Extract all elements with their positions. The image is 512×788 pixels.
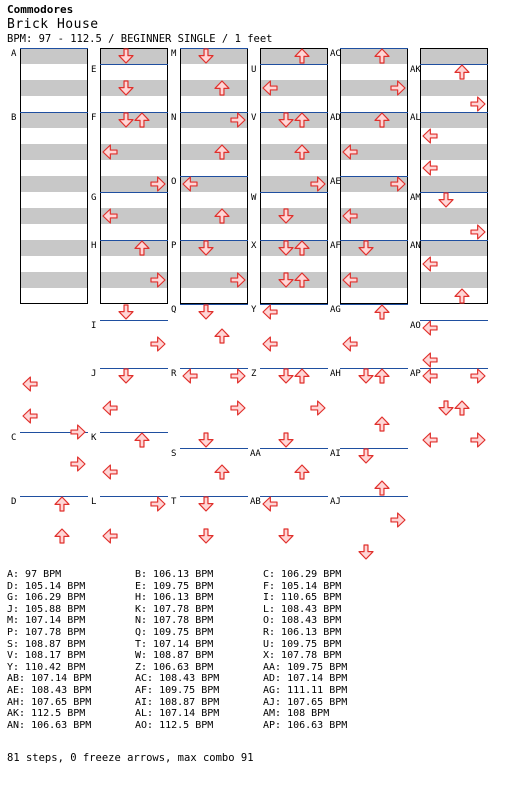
bpm-entry: AL: 107.14 BPM (135, 708, 220, 720)
segment-label: J (91, 369, 97, 379)
bpm-row (7, 615, 391, 627)
segment-label: B (11, 113, 17, 123)
beat-stripe (180, 208, 248, 224)
down-arrow-icon (359, 545, 373, 559)
segment-label: T (171, 497, 177, 507)
beat-stripe (260, 144, 328, 160)
segment-label: AN (410, 241, 421, 251)
bpm-entry: L: 108.43 BPM (263, 603, 342, 615)
down-arrow-icon (359, 369, 373, 383)
right-arrow-icon (391, 513, 405, 527)
bpm-entry: I: 110.65 BPM (263, 592, 342, 604)
up-arrow-icon (215, 465, 229, 479)
down-arrow-icon (279, 369, 293, 383)
bpm-entry: A: 97 BPM (7, 569, 62, 580)
right-arrow-icon (71, 425, 85, 439)
up-arrow-icon (55, 529, 69, 543)
left-arrow-icon (423, 257, 437, 271)
bpm-row (7, 604, 391, 616)
left-arrow-icon (423, 161, 437, 175)
beat-stripe (20, 240, 88, 256)
up-arrow-icon (215, 329, 229, 343)
right-arrow-icon (151, 337, 165, 351)
bpm-row (7, 720, 391, 732)
song-title: Brick House (7, 17, 99, 32)
segment-label: Z (251, 369, 257, 379)
segment-label: AO (410, 321, 421, 331)
up-arrow-icon (375, 417, 389, 431)
bpm-entry: G: 106.29 BPM (7, 592, 86, 604)
segment-label: I (91, 321, 97, 331)
beat-stripe (260, 240, 328, 256)
right-arrow-icon (311, 401, 325, 415)
left-arrow-icon (103, 529, 117, 543)
bpm-entry: H: 106.13 BPM (135, 592, 214, 604)
right-arrow-icon (151, 497, 165, 511)
beat-stripe (20, 176, 88, 192)
up-arrow-icon (55, 497, 69, 511)
bpm-entry: P: 107.78 BPM (7, 626, 86, 638)
segment-label: H (91, 241, 97, 251)
beat-stripe (20, 80, 88, 96)
bpm-entry: R: 106.13 BPM (263, 626, 342, 638)
bpm-entry: M: 107.14 BPM (7, 615, 86, 627)
down-arrow-icon (279, 529, 293, 543)
left-arrow-icon (423, 369, 437, 383)
chart-header (7, 3, 507, 45)
chart-columns (20, 48, 488, 304)
beat-stripe (340, 240, 408, 256)
bpm-entry: Y: 110.42 BPM (7, 661, 86, 673)
segment-label: X (251, 241, 257, 251)
segment-label: Q (171, 305, 177, 315)
beat-stripe (340, 48, 408, 64)
left-arrow-icon (423, 321, 437, 335)
right-arrow-icon (471, 433, 485, 447)
bpm-entry: AN: 106.63 BPM (7, 719, 92, 731)
chart-column-1 (20, 48, 88, 304)
artist-name: Commodores (7, 3, 74, 16)
left-arrow-icon (423, 129, 437, 143)
segment-label: AD (330, 113, 341, 123)
chart-info: BPM: 97 - 112.5 / BEGINNER SINGLE / 1 feet (7, 33, 273, 45)
segment-label: L (91, 497, 97, 507)
beat-stripe (420, 48, 488, 64)
bpm-entry: AK: 112.5 BPM (7, 708, 86, 720)
segment-label: M (171, 49, 177, 59)
left-arrow-icon (263, 337, 277, 351)
segment-label: V (251, 113, 257, 123)
chart-column-2 (100, 48, 168, 304)
bpm-row (7, 569, 391, 581)
right-arrow-icon (231, 401, 245, 415)
segment-label: U (251, 65, 257, 75)
bpm-entry: AP: 106.63 BPM (263, 719, 348, 731)
up-arrow-icon (375, 481, 389, 495)
bpm-entry: F: 105.14 BPM (263, 580, 342, 592)
bpm-entry: AM: 108 BPM (263, 708, 330, 720)
right-arrow-icon (471, 369, 485, 383)
up-arrow-icon (375, 369, 389, 383)
beat-stripe (260, 112, 328, 128)
segment-label: AL (410, 113, 421, 123)
beat-stripe (180, 240, 248, 256)
beat-stripe (20, 48, 88, 64)
beat-stripe (340, 112, 408, 128)
beat-stripe (420, 112, 488, 128)
left-arrow-icon (423, 353, 437, 367)
segment-label: AM (410, 193, 421, 203)
up-arrow-icon (135, 433, 149, 447)
down-arrow-icon (119, 369, 133, 383)
beat-stripe (260, 272, 328, 288)
down-arrow-icon (119, 305, 133, 319)
step-summary: 81 steps, 0 freeze arrows, max combo 91 (7, 752, 254, 764)
left-arrow-icon (103, 401, 117, 415)
segment-label: E (91, 65, 97, 75)
segment-label: AH (330, 369, 341, 379)
beat-stripe (180, 144, 248, 160)
segment-label: W (251, 193, 257, 203)
bpm-entry: W: 108.87 BPM (135, 650, 214, 662)
right-arrow-icon (71, 457, 85, 471)
bpm-entry: S: 108.87 BPM (7, 638, 86, 650)
bpm-row (7, 697, 391, 709)
left-arrow-icon (423, 433, 437, 447)
bpm-entry: AF: 109.75 BPM (135, 684, 220, 696)
bpm-entry: AH: 107.65 BPM (7, 696, 92, 708)
segment-label: AC (330, 49, 341, 59)
down-arrow-icon (199, 497, 213, 511)
segment-label: G (91, 193, 97, 203)
bpm-row (7, 639, 391, 651)
bpm-entry: C: 106.29 BPM (263, 569, 342, 580)
bpm-entry: AG: 111.11 BPM (263, 684, 348, 696)
segment-label: R (171, 369, 177, 379)
bpm-row (7, 592, 391, 604)
bpm-entry: U: 109.75 BPM (263, 638, 342, 650)
down-arrow-icon (279, 433, 293, 447)
right-arrow-icon (231, 369, 245, 383)
bpm-entry: D: 105.14 BPM (7, 580, 86, 592)
bpm-row (7, 673, 391, 685)
bpm-row (7, 708, 391, 720)
down-arrow-icon (199, 433, 213, 447)
bpm-entry: AO: 112.5 BPM (135, 719, 214, 731)
segment-label: AA (250, 449, 261, 459)
segment-label: A (11, 49, 17, 59)
segment-label: AF (330, 241, 341, 251)
down-arrow-icon (439, 401, 453, 415)
beat-stripe (180, 48, 248, 64)
beat-stripe (20, 144, 88, 160)
left-arrow-icon (103, 465, 117, 479)
up-arrow-icon (295, 369, 309, 383)
segment-label: AK (410, 65, 421, 75)
left-arrow-icon (263, 497, 277, 511)
segment-label: C (11, 433, 17, 443)
beat-stripe (20, 112, 88, 128)
bpm-entry: AD: 107.14 BPM (263, 673, 348, 685)
left-arrow-icon (23, 409, 37, 423)
segment-label: P (171, 241, 177, 251)
chart-column-3 (180, 48, 248, 304)
bpm-entry: K: 107.78 BPM (135, 603, 214, 615)
down-arrow-icon (199, 529, 213, 543)
segment-label: D (11, 497, 17, 507)
segment-label: AE (330, 177, 341, 187)
down-arrow-icon (439, 193, 453, 207)
beat-stripe (20, 272, 88, 288)
step-arrows (23, 49, 485, 559)
bpm-entry: E: 109.75 BPM (135, 580, 214, 592)
bpm-entry: Z: 106.63 BPM (135, 661, 214, 673)
bpm-entry: O: 108.43 BPM (263, 615, 342, 627)
up-arrow-icon (295, 465, 309, 479)
bpm-entry: AJ: 107.65 BPM (263, 696, 348, 708)
segment-label: K (91, 433, 97, 443)
up-arrow-icon (455, 401, 469, 415)
beat-stripe (260, 48, 328, 64)
bpm-change-list (7, 569, 391, 731)
beat-stripe (100, 48, 168, 64)
left-arrow-icon (343, 337, 357, 351)
bpm-row (7, 627, 391, 639)
left-arrow-icon (183, 369, 197, 383)
bpm-entry: AC: 108.43 BPM (135, 673, 220, 685)
segment-label: Y (251, 305, 257, 315)
segment-label: AJ (330, 497, 341, 507)
down-arrow-icon (199, 305, 213, 319)
beat-stripe (420, 208, 488, 224)
beat-stripe (180, 80, 248, 96)
bpm-entry: J: 105.88 BPM (7, 603, 86, 615)
segment-label: F (91, 113, 97, 123)
segment-label: N (171, 113, 177, 123)
beat-stripe (100, 80, 168, 96)
segment-label: AB (250, 497, 261, 507)
down-arrow-icon (359, 449, 373, 463)
left-arrow-icon (263, 305, 277, 319)
bpm-entry: Q: 109.75 BPM (135, 626, 214, 638)
beat-stripe (420, 240, 488, 256)
bpm-row (7, 581, 391, 593)
right-arrow-icon (471, 225, 485, 239)
bpm-entry: B: 106.13 BPM (135, 569, 214, 580)
up-arrow-icon (455, 289, 469, 303)
beat-stripe (420, 272, 488, 288)
beat-stripe (420, 80, 488, 96)
segment-label: AP (410, 369, 421, 379)
segment-label: AG (330, 305, 341, 315)
bpm-row (7, 650, 391, 662)
beat-stripe (420, 144, 488, 160)
bpm-entry: AE: 108.43 BPM (7, 684, 92, 696)
segment-label: AI (330, 449, 341, 459)
bpm-entry: AB: 107.14 BPM (7, 673, 92, 685)
bpm-entry: X: 107.78 BPM (263, 650, 342, 662)
segment-label: S (171, 449, 177, 459)
up-arrow-icon (375, 305, 389, 319)
bpm-entry: AI: 108.87 BPM (135, 696, 220, 708)
bpm-entry: T: 107.14 BPM (135, 638, 214, 650)
beat-stripe (260, 208, 328, 224)
beat-stripe (100, 240, 168, 256)
right-arrow-icon (471, 97, 485, 111)
beat-stripe (420, 176, 488, 192)
bpm-row (7, 685, 391, 697)
bpm-entry: N: 107.78 BPM (135, 615, 214, 627)
segment-label: O (171, 177, 177, 187)
bpm-entry: AA: 109.75 BPM (263, 661, 348, 673)
bpm-row (7, 662, 391, 674)
left-arrow-icon (23, 377, 37, 391)
up-arrow-icon (455, 65, 469, 79)
beat-stripe (20, 208, 88, 224)
beat-stripe (100, 112, 168, 128)
bpm-entry: V: 108.17 BPM (7, 650, 86, 662)
